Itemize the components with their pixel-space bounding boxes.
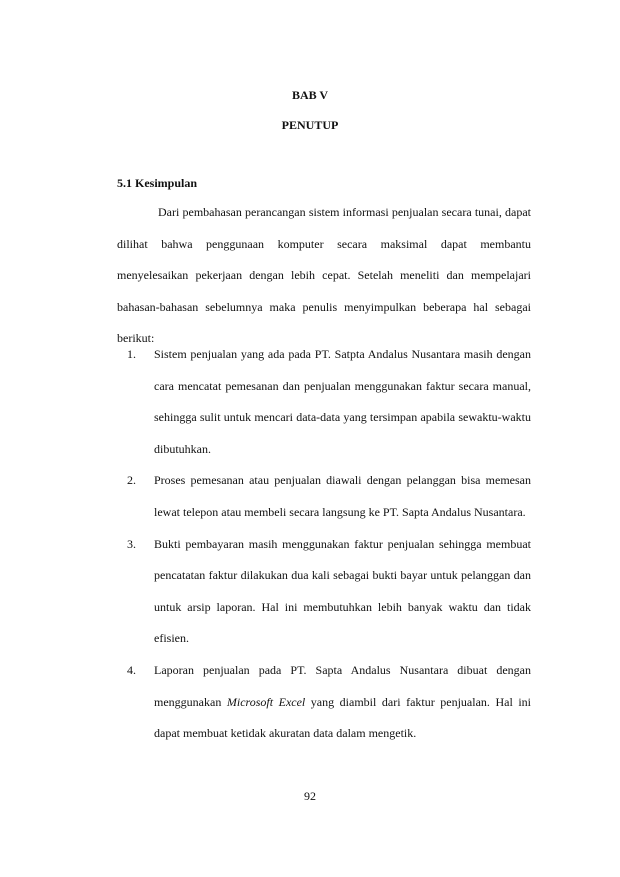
list-item-number: 2. [127, 473, 136, 488]
chapter-number: BAB V [291, 88, 329, 102]
section-heading: 5.1 Kesimpulan [117, 176, 198, 190]
list-item [117, 339, 531, 465]
list-item [117, 655, 531, 750]
list-item-number: 3. [127, 536, 136, 551]
list-item-text: Proses pemesanan atau penjualan diawali dengan pelanggan bisa memesan lewat telepon atau membeli secara langsung ke PT. Sapta Andalus Nusantara. [154, 473, 531, 519]
conclusion-list [117, 339, 531, 750]
list-item-number: 1. [127, 347, 136, 361]
list-item [117, 529, 531, 655]
intro-paragraph: Dari pembahasan perancangan sistem informasi penjualan secara tunai, dapat dilihat bahwa penggunaan komputer secara maksimal dapat membantu menyelesaikan pekerjaan dengan lebih cepat. Setelah meneliti dan mempelajari bahasan-bahasan sebelumnya maka penulis menyimpulkan beberapa hal sebagai berikut: [117, 205, 531, 346]
list-item-text: Sistem penjualan yang ada pada PT. Satpta Andalus Nusantara masih dengan cara mencatat pemesanan dan penjualan menggunakan faktur secara manual, sehingga sulit untuk mencari data-data yang tersimpan apabila sewaktu-waktu dibutuhkan. [154, 347, 531, 456]
list-item-text-italic: Microsoft Excel [226, 694, 306, 709]
list-item-text-before: Laporan penjualan pada PT. Sapta Andalus Nusantara dibuat dengan menggunakan [154, 662, 531, 709]
list-item-number: 4. [127, 662, 136, 677]
list-item-text-after: yang diambil dari faktur penjualan. Hal ini dapat membuat ketidak akuratan data dalam mengetik. [154, 694, 531, 741]
list-item-text: Bukti pembayaran masih menggunakan faktur penjualan sehingga membuat pencatatan faktur dilakukan dua kali sebagai bukti bayar untuk pelanggan dan untuk arsip laporan. Hal ini membutuhkan lebih banyak waktu dan tidak efisien. [154, 536, 531, 646]
chapter-title: PENUTUP [281, 118, 339, 132]
page-number: 92 [304, 789, 316, 803]
list-item [117, 465, 531, 528]
